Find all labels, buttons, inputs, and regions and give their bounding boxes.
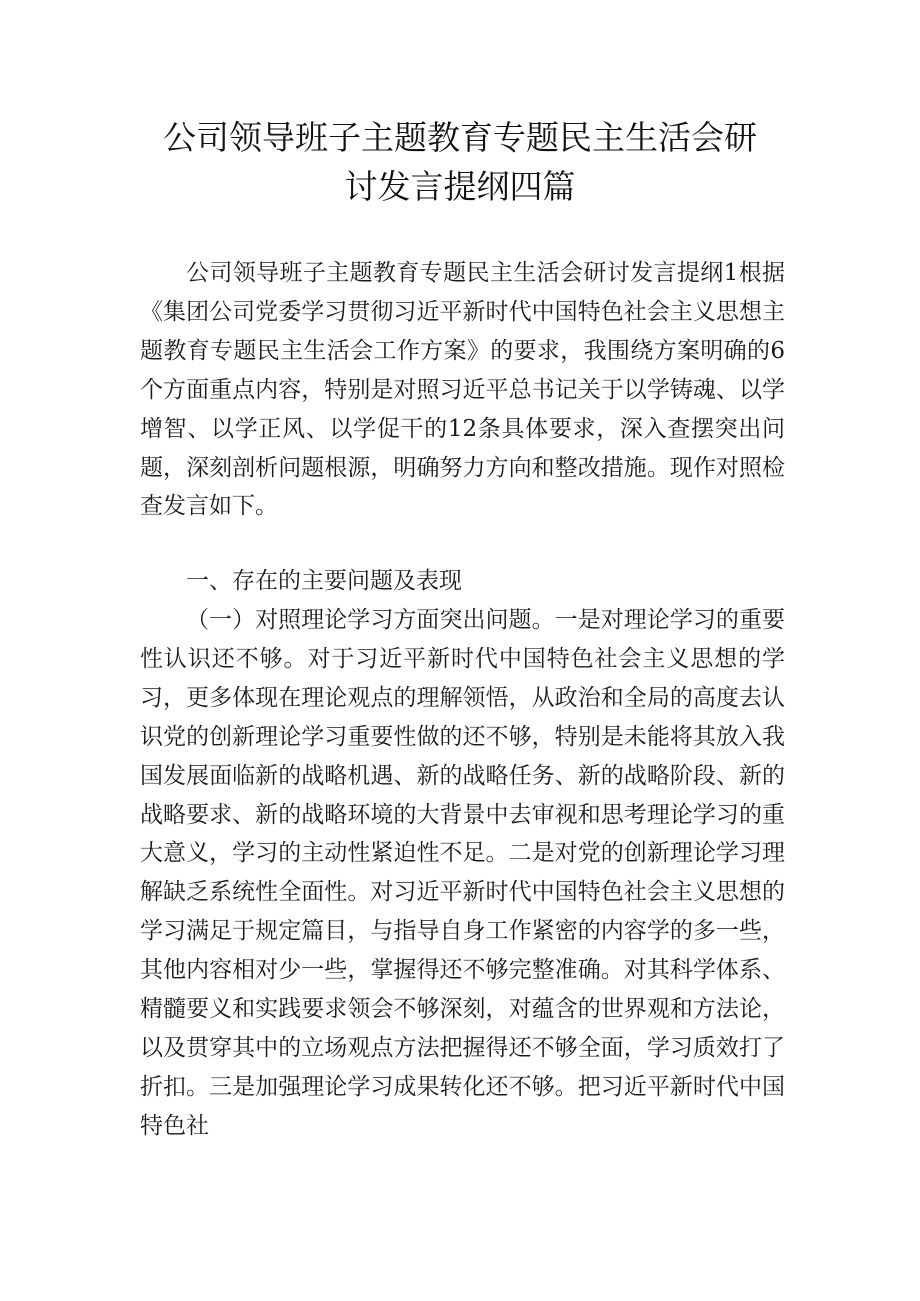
section-heading: 一、存在的主要问题及表现 (186, 568, 462, 594)
section-paragraph: （一）对照理论学习方面突出问题。一是对理论学习的重要性认识还不够。对于习近平新时代中国特色社会主义思想的学习，更多体现在理论观点的理解领悟，从政治和全局的高度去认识党的创新理论学习重要性做的还不够，特别是未能将其放入我国发展面临新的战略机遇、新的战略任务、新的战略阶段、新的战略要求、新的战略环境的大背景中去审视和思考理论学习的重大意义，学习的主动性紧迫性不足。二是对党的创新理论学习理解缺乏系统性全面性。对习近平新时代中国特色社会主义思想的学习满足于规定篇目，与指导自身工作紧密的内容学的多一些，其他内容相对少一些，掌握得还不够完整准确。对其科学体系、精髓要义和实践要求领会不够深刻，对蕴含的世界观和方法论，以及贯穿其中的立场观点方法把握得还不够全面，学习质效打了折扣。三是加强理论学习成果转化还不够。把习近平新时代中国特色社 (140, 607, 785, 1139)
document-title-line-1: 公司领导班子主题教育专题民主生活会研 (163, 118, 757, 157)
intro-paragraph: 公司领导班子主题教育专题民主生活会研讨发言提纲1根据《集团公司党委学习贯彻习近平新时代中国特色社会主义思想主题教育专题民主生活会工作方案》的要求，我围绕方案明确的6个方面重点内容，特别是对照习近平总书记关于以学铸魂、以学增智、以学正风、以学促干的12条具体要求，深入查摆突出问题，深刻剖析问题根源，明确努力方向和整改措施。现作对照检查发言如下。 (140, 260, 785, 520)
document-title-line-2: 讨发言提纲四篇 (344, 167, 576, 206)
